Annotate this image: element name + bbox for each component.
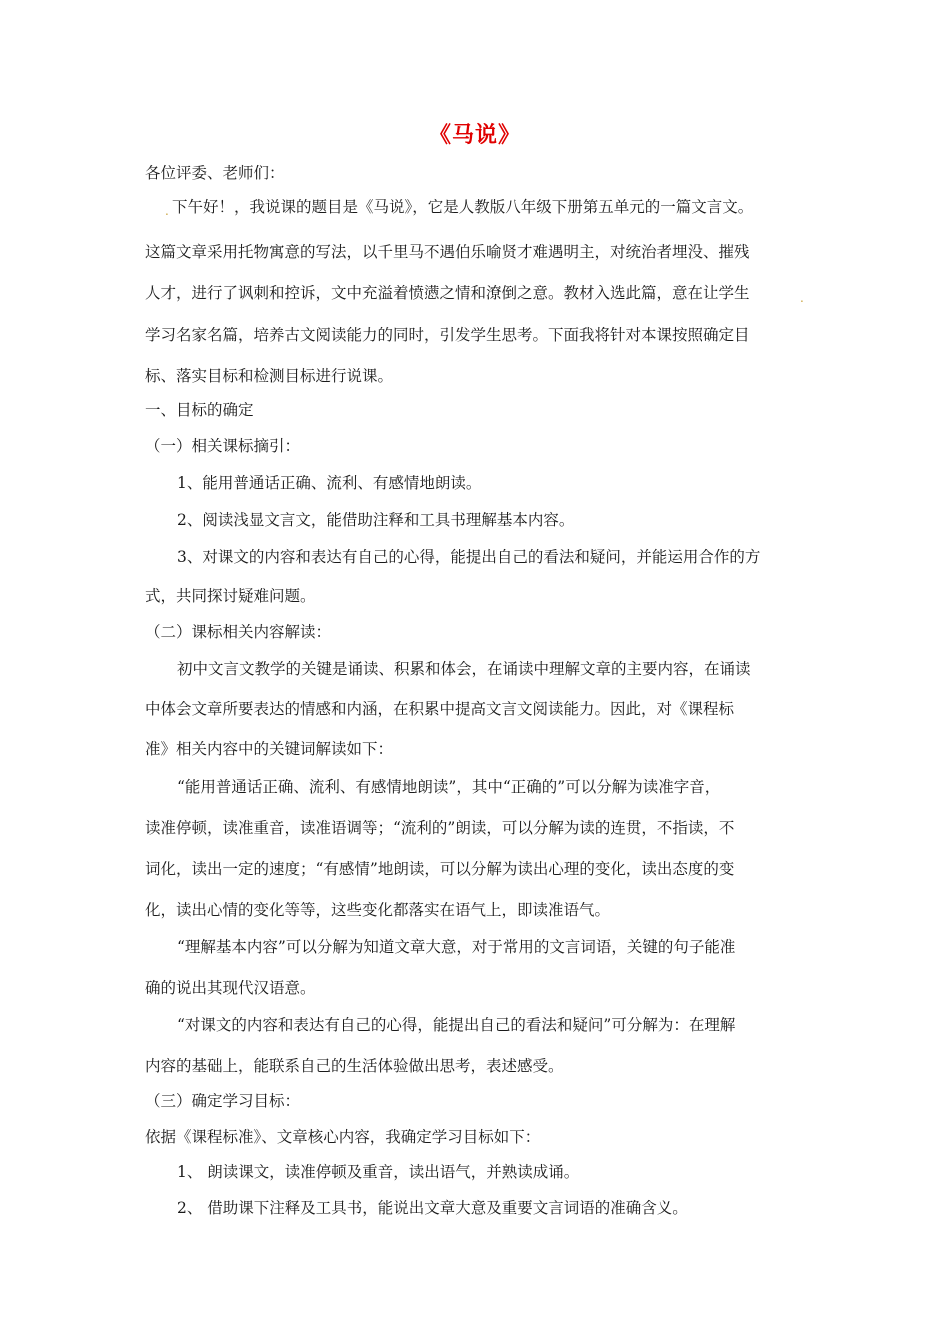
paragraph-line: 化，读出心情的变化等等，这些变化都落实在语气上，即读准语气。: [145, 901, 611, 919]
paragraph-line: 中体会文章所要表达的情感和内涵，在积累中提高文言文阅读能力。因此，对《课程标: [145, 700, 735, 718]
paragraph-line: 标、落实目标和检测目标进行说课。: [145, 367, 394, 385]
paragraph-line: 这篇文章采用托物寓意的写法，以千里马不遇伯乐喻贤才难遇明主，对统治者埋没、摧残: [145, 243, 750, 261]
salutation: 各位评委、老师们：: [145, 164, 285, 182]
paragraph-line: 人才，进行了讽刺和控诉，文中充溢着愤懑之情和潦倒之意。教材入选此篇，意在让学生: [145, 284, 750, 302]
paragraph-line: 学习名家名篇，培养古文阅读能力的同时，引发学生思考。下面我将针对本课按照确定目: [145, 326, 750, 344]
subsection-heading: （三）确定学习目标：: [145, 1092, 301, 1110]
paragraph-line: “理解基本内容”可以分解为知道文章大意，对于常用的文言词语，关键的句子能准: [177, 938, 736, 956]
paragraph-line: 内容的基础上，能联系自己的生活体验做出思考，表述感受。: [145, 1057, 564, 1075]
mark-dot: .: [165, 204, 169, 218]
document-title: 《马说》: [428, 122, 521, 148]
paragraph-line: 准》相关内容中的关键词解读如下：: [145, 740, 394, 758]
list-item: 1、 朗读课文，读准停顿及重音，读出语气，并熟读成诵。: [177, 1163, 580, 1181]
paragraph-line: 确的说出其现代汉语意。: [145, 979, 316, 997]
subsection-heading: （一）相关课标摘引：: [145, 437, 301, 455]
list-item: 3、对课文的内容和表达有自己的心得，能提出自己的看法和疑问，并能运用合作的方: [177, 548, 761, 566]
paragraph-line: “能用普通话正确、流利、有感情地朗读”，其中“正确的”可以分解为读准字音，: [177, 778, 721, 796]
paragraph-line: 下午好！，我说课的题目是《马说》，它是人教版八年级下册第五单元的一篇文言文。: [172, 198, 754, 216]
paragraph-line: “对课文的内容和表达有自己的心得，能提出自己的看法和疑问”可分解为：在理解: [177, 1016, 736, 1034]
paragraph-line: 读准停顿，读准重音，读准语调等；“流利的”朗读，可以分解为读的连贯，不指读，不: [145, 819, 735, 837]
paragraph-line: 词化，读出一定的速度；“有感情”地朗读，可以分解为读出心理的变化，读出态度的变: [145, 860, 735, 878]
mark-dot: .: [800, 291, 804, 305]
paragraph-line: 初中文言文教学的关键是诵读、积累和体会，在诵读中理解文章的主要内容，在诵读: [177, 660, 751, 678]
paragraph-line: 依据《课程标准》、文章核心内容，我确定学习目标如下：: [145, 1128, 541, 1146]
section-heading: 一、目标的确定: [145, 401, 254, 419]
list-item-continuation: 式，共同探讨疑难问题。: [145, 587, 316, 605]
list-item: 1、能用普通话正确、流利、有感情地朗读。: [177, 474, 482, 492]
list-item: 2、 借助课下注释及工具书，能说出文章大意及重要文言词语的准确含义。: [177, 1199, 688, 1217]
list-item: 2、阅读浅显文言文，能借助注释和工具书理解基本内容。: [177, 511, 575, 529]
subsection-heading: （二）课标相关内容解读：: [145, 623, 332, 641]
